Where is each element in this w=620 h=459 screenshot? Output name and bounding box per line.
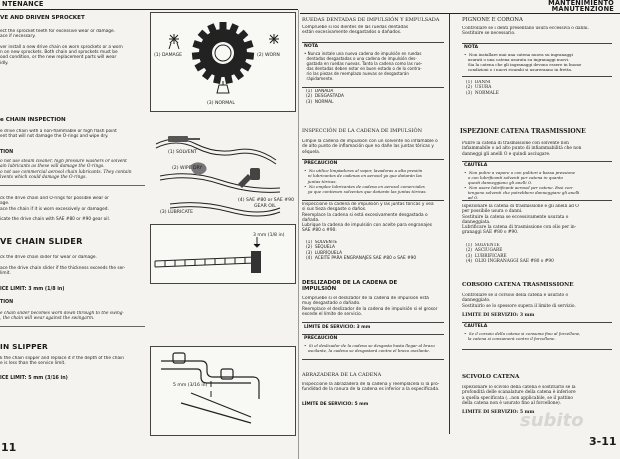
caution-rule-1	[0, 185, 145, 186]
it-sprocket-text: Controllare se i denti presentano usura eccessiva o danni. Sostituire se necessario.	[462, 26, 589, 37]
page-spine	[298, 10, 299, 459]
es-caution-label-2: PRECAUCIÓN	[304, 336, 338, 341]
it-caution-text-2: • Se il corsoio della catena si consuma fino al forcellone, la catena si consumerà contro il forcellone.	[464, 331, 581, 342]
it-slider-limit: LIMITE DI SERVIZIO: 3 mm	[462, 313, 535, 318]
it-inspection-heading: ISPEZIONE CATENA TRASMISSIONE	[460, 128, 586, 135]
slider-block-icon	[251, 251, 261, 273]
es-note-box	[302, 42, 444, 88]
slider-text: ck the drive chain slider for wear or damage. ace the drive chain slider if the thickness exceeds the ser- limit.	[0, 255, 126, 276]
caution-text-2: e chain slider becomes worn down through to the swing- , the chain will wear against the swingarm.	[0, 311, 124, 322]
it-slipper-limit: LIMITE DI SERVIZIO: 5 mm	[462, 410, 535, 415]
oil-can-icon	[238, 168, 260, 188]
slipper-text: k the chain slipper and replace it if the depth of the chain e is less than the service limit.	[0, 356, 124, 367]
header-right-title	[548, 0, 614, 12]
slider-dimension-label: 3 mm (1/8 in)	[253, 233, 285, 238]
sprocket-heading: VE AND DRIVEN SPROCKET	[0, 15, 85, 21]
header-right-line-1: MANTENIMIENTO	[548, 0, 614, 7]
es-caution-text: • No utilice limpiadores al vapor, lavadoras a alta presión ni lubricantes de cadenas en aerosol ya que dañarán las juntas tóricas. • No emplee lubricantes de cadena en aerosol comerciales ya que contienen solventes que dañarán las juntas tóricas.	[304, 168, 427, 195]
caution-rule-2	[0, 326, 145, 327]
header-rule-left	[0, 9, 298, 10]
es-slipper-limit: LÍMITE DE SERVICIO: 5 mm	[302, 402, 369, 407]
es-note-text: • Nunca instale una nueva cadena de impulsión en ruedas dentadas desgastadas o una cadena de impulsión des- gastada en ruedas nuevas. Tanto la cadena como las rue- das dentadas deben estar en buen estado o de lo contra- rio las piezas de reemplazo nuevas se desgastarán rápidamente.	[304, 51, 423, 82]
es-note-label: NOTA	[304, 44, 319, 49]
slipper-heading: IN SLIPPER	[0, 342, 48, 351]
es-sprocket-text: Compruebe si los dientes de las ruedas dentadas están excesivamente desgastados o dañados.	[302, 25, 409, 36]
it-list-2: (1) SOLVENTE (2) ASCIUGARE (3) LUBRIFICARE (4) OLIO INGRANAGGI SAE #80 o #90	[466, 243, 554, 264]
normal-label: (3) NORMAL	[207, 101, 235, 106]
es-limit-box-1	[302, 322, 444, 331]
slider-dim-arrow-icon	[254, 237, 260, 247]
it-caution-label: CAUTELA	[464, 163, 488, 168]
es-caution-text-2: • Si el deslizador de la cadena se desgasta hasta llegar al brazo oscilante, la cadena se desgastará contra el brazo oscilante.	[304, 343, 435, 354]
sprocket-gear-icon	[192, 22, 254, 84]
solvent-label: (1) SOLVENT	[168, 150, 197, 155]
it-list-1: (1) DANNI (2) USURA (3) NORMALE	[466, 80, 499, 96]
lubricate-label: (3) LUBRICATE	[160, 210, 194, 215]
sprocket-diagram	[151, 13, 295, 111]
it-inspection-text: Pulire la catena di trasmissione con solvente non infiammabile o ad alto punto di infiammabilità che non danneggi gli anelli O e quindi asciugare.	[462, 141, 582, 157]
wipe-dry-label: (2) WIPE DRY	[172, 166, 203, 171]
brush-icon	[168, 136, 200, 142]
slider-heading: VE CHAIN SLIDER	[0, 236, 83, 246]
chain-check-text: ck the drive chain and O-rings for possible wear or age. ace the chain if it is worn excessively or damaged. icate the drive chain with SAE #80 or #90 gear oil.	[0, 196, 111, 223]
it-slider-text: Controllare se il corsoio della catena è usurato o danneggiato. Sostituirlo se lo spessore supera il limite di servizio.	[462, 293, 576, 309]
es-caution-box-2	[302, 334, 444, 360]
it-caution-box	[462, 161, 612, 201]
header-right-line-2: MANUTENZIONE	[551, 5, 614, 13]
it-caution-label-2: CAUTELA	[464, 324, 488, 329]
caution-label-2: TION	[0, 300, 14, 305]
right-page-number: 3-11	[589, 435, 617, 448]
it-check-text: Ispezionare la catena di trasmissione e gli anelli ad O per possibile usura o danni. Sostituire la catena se eccessivamente usurata o danneggiata. Lubrificare la catena di trasmissione con olio per in- granaggi SAE #80 o #90.	[462, 204, 579, 236]
es-caution-label: PRECAUCIÓN	[304, 161, 338, 166]
es-slider-text: Compruebe si el deslizador de la cadena de impulsión está muy desgastado o dañado. Reemplace el deslizador de la cadena de impulsión si el grosor excede el límite de servicio.	[302, 296, 438, 317]
it-slider-heading: CORSOIO CATENA TRASMISSIONE	[462, 282, 574, 288]
es-slipper-text: Inspeccione la abrazadera de la cadena y reemplácela si la pro- fundidad de la ranura de la cadena es inferior a la especificada.	[302, 382, 440, 393]
slider-chain-icon	[155, 257, 255, 267]
chain-slipper-figure	[150, 346, 296, 436]
left-page-number: 11	[1, 441, 17, 454]
gear-oil-label-2: GEAR OIL	[254, 204, 276, 209]
chain-slider-figure	[150, 224, 296, 284]
es-inspection-text: Limpie la cadena de impulsión con un solvente no inflamable o de alto punto de inflamación que no dañe las juntas tóricas y séquela.	[302, 139, 438, 155]
es-sprocket-heading: RUEDAS DENTADAS DE IMPULSIÓN Y EMPULSADA	[302, 17, 440, 23]
it-slipper-heading: SCIVOLO CATENA	[462, 374, 520, 380]
it-note-box	[462, 43, 612, 77]
slipper-service-limit: ICE LIMIT: 5 mm (3/16 in)	[0, 376, 68, 381]
it-slipper-text: Ispezionare lo scivolo della catena e sostituirlo se la profondità delle scanalature della catena è inferiore a quella specificata (...non applicabile, se il pattino della catena non è usurato fino al forcellone).	[462, 385, 576, 406]
header-left-title: NTENANCE	[2, 0, 44, 8]
caution-label-1: TION	[0, 150, 14, 155]
chain-slipper-diagram	[151, 347, 295, 435]
sprocket-text: ect the sprocket teeth for excessive wear or damage. ace if necessary. ver install a new drive chain on worn sprockets or a worn n on new sprockets. Both chain and sprockets must be ood condition, or the new replacement parts will wear idly.	[0, 29, 123, 66]
sprocket-figure	[150, 12, 296, 112]
watermark-logo: subito	[520, 410, 584, 431]
es-slider-limit: LÍMITE DE SERVICIO: 3 mm	[304, 325, 371, 330]
es-caution-box	[302, 159, 444, 201]
gear-oil-label-1: (4) SAE #80 or SAE #90	[238, 198, 294, 203]
column-divider	[449, 14, 450, 434]
damage-label: (1) DAMAGE	[154, 53, 183, 58]
chain-cleaning-figure	[150, 126, 294, 218]
es-list-1: (1) DAÑADA (2) DESGASTADA (3) NORMAL	[306, 89, 344, 105]
slipper-dimension-label: 5 mm (3/16 in)	[173, 383, 208, 388]
it-note-label: NOTA	[464, 45, 479, 50]
worn-label: (2) WORN	[257, 53, 280, 58]
inspection-heading: e CHAIN INSPECTION	[0, 117, 66, 123]
es-list-2: (1) SOLVENTE (2) SÉQUELA (3) LUBRÍQUELA (4) ACEITE PARA ENGRANAJES SAE #80 o SAE #90	[306, 240, 417, 261]
slipper-icon	[161, 353, 259, 423]
caution-text-1: o not use steam cleaner, high pressure washers or solvent ain lubricants as these will damage the O-rings. o not use commercial aerosol chain lubricants. They contain lvents which could damage the O-rings.	[0, 159, 132, 180]
es-inspection-heading: INSPECCIÓN DE LA CADENA DE IMPULSIÓN	[302, 128, 422, 134]
slider-service-limit: ICE LIMIT: 3 mm (1/8 in)	[0, 287, 65, 292]
it-sprocket-heading: PIGNONE E CORONA	[462, 17, 523, 23]
es-slipper-heading: ABRAZADERA DE LA CADENA	[302, 372, 382, 378]
header-rule-right	[300, 13, 620, 14]
worn-mark-icon	[269, 34, 279, 44]
damage-mark-icon	[169, 34, 179, 49]
it-caution-text: • Non pulire a vapore o con pulitori a bassa pressione o con lubrificanti solventi per catena in quanto questi danneggiano gli anelli O. • Non usare lubrificanti aerosol per catene. Essi con- tengono solventi che potrebbero danneggiare gli anelli ad O.	[464, 170, 580, 200]
it-note-text: • Non installare mai una catena nuova su ingranaggi usurati o una catena usurata su ingranaggi nuovi. Sia la catena che gli ingranaggi devono essere in buone condizioni o i nuovi ricambi si usureranno in fretta.	[464, 52, 582, 73]
inspection-text: e drive chain with a non-flammable or high flash point ent that will not damage the O-rings and wipe dry.	[0, 129, 117, 140]
es-check-text: Inspeccione la cadena de impulsión y las juntas tóricas y vea si sus tieza desgaste o daños. Reemplace la cadena si está excesivamente desgastada o dañada. Lubrique la cadena de impulsión con aceite para engranajes SAE #80 o #90.	[302, 202, 434, 234]
es-slider-heading: DESLIZADOR DE LA CADENA DE IMPULSIÓN	[302, 280, 398, 293]
it-caution-box-2	[462, 322, 612, 350]
